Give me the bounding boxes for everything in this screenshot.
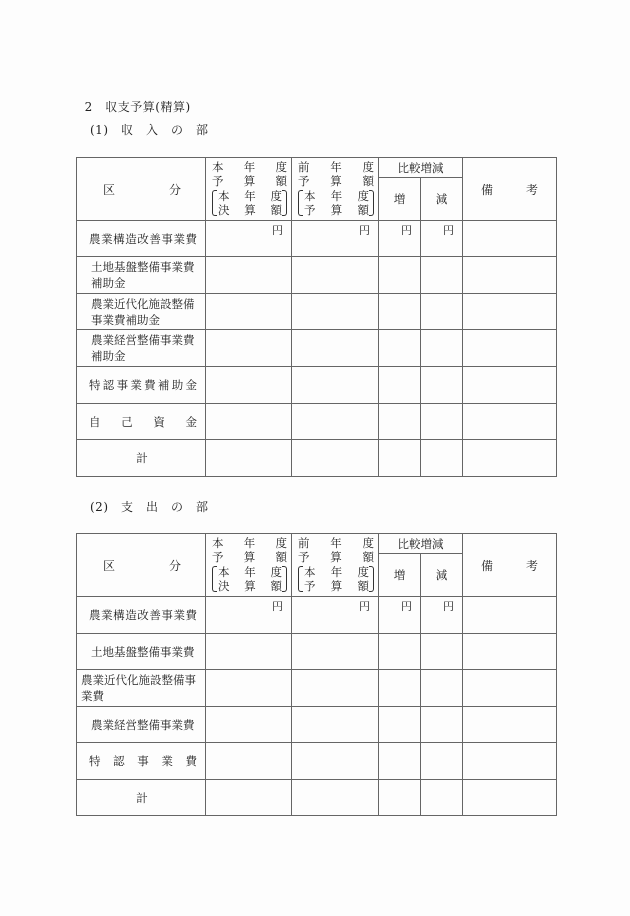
increase-cell[interactable] — [379, 743, 421, 780]
previous_budget-line1-char: 度 — [362, 536, 374, 550]
row-label-char: 事 — [161, 231, 173, 246]
row-label-char: 構 — [113, 231, 125, 246]
decrease-cell[interactable] — [421, 404, 463, 440]
current_budget-line1-char: 年 — [243, 160, 256, 174]
row-label — [77, 753, 205, 769]
current-budget-cell[interactable] — [206, 743, 292, 780]
table-row — [77, 743, 557, 780]
remarks-label-char: 備 — [481, 558, 494, 573]
remarks-cell[interactable] — [463, 294, 557, 330]
row-label-cell — [77, 404, 206, 440]
row-label-char: 業 — [130, 378, 142, 392]
unit-yen: 円 — [443, 224, 454, 237]
row-label-cell — [77, 634, 206, 670]
previous-budget-cell[interactable] — [292, 780, 379, 816]
row-label-char: 認 — [113, 754, 125, 768]
increase-cell[interactable] — [379, 294, 421, 330]
header-current-budget — [206, 534, 292, 597]
row-label-char: 補 — [157, 378, 170, 392]
previous_budget-line1-char: 年 — [330, 160, 342, 174]
previous_budget-bracket-line2-char: 予 — [304, 579, 316, 593]
previous_budget-bracket-line1-char: 本 — [304, 189, 316, 203]
row-label-cell — [77, 221, 206, 257]
previous_budget-line2-char: 額 — [362, 174, 374, 188]
current_budget-line2-char: 額 — [275, 550, 287, 564]
decrease-cell[interactable] — [421, 597, 463, 634]
row-label-char: 資 — [153, 414, 165, 429]
increase-cell[interactable] — [379, 780, 421, 816]
previous_budget-bracket-line2-char: 額 — [357, 203, 369, 217]
row-label-char: 善 — [149, 608, 161, 622]
decrease-cell[interactable] — [421, 707, 463, 743]
row-label — [77, 414, 205, 430]
current_budget-bracket-line2 — [218, 579, 282, 593]
current_budget-bracket — [212, 565, 287, 593]
decrease-cell[interactable] — [421, 330, 463, 367]
previous-budget-cell[interactable] — [292, 294, 379, 330]
row-label-cell — [77, 440, 206, 477]
current_budget-line1 — [212, 536, 287, 550]
previous_budget-bracket-line2-char: 算 — [330, 579, 343, 593]
row-label-char: 助 — [171, 378, 184, 392]
header-comparison: 比較増減 — [379, 534, 463, 554]
previous-budget-cell[interactable] — [292, 440, 379, 477]
remarks-label — [463, 557, 556, 574]
previous_budget-bracket-line1-char: 度 — [357, 189, 369, 203]
unit-yen: 円 — [401, 600, 412, 613]
increase-cell[interactable] — [379, 670, 421, 707]
previous_budget-line2-char: 予 — [298, 174, 310, 188]
row-label-cell — [77, 294, 206, 330]
current_budget-bracket — [212, 189, 287, 217]
remarks-cell[interactable] — [463, 330, 557, 367]
row-label-char: 事 — [116, 378, 129, 392]
header-increase: 増 — [379, 554, 421, 597]
previous_budget-bracket-line1 — [304, 189, 369, 203]
row-label-char: 費 — [185, 231, 197, 246]
row-label-cell — [77, 780, 206, 816]
increase-cell[interactable] — [379, 404, 421, 440]
table-row — [77, 634, 557, 670]
remarks-cell[interactable] — [463, 597, 557, 634]
previous_budget-bracket-line2 — [304, 203, 369, 217]
unit-yen: 円 — [272, 600, 283, 613]
remarks-cell[interactable] — [463, 743, 557, 780]
remarks-cell[interactable] — [463, 257, 557, 294]
previous_budget-bracket — [298, 189, 374, 217]
remarks-label-char: 考 — [525, 558, 538, 573]
row-label — [77, 607, 205, 623]
current_budget-line2-char: 予 — [212, 174, 224, 188]
previous_budget-bracket-line1-char: 本 — [304, 565, 316, 579]
current_budget-bracket-line2-char: 算 — [244, 579, 256, 593]
current_budget-line2-char: 額 — [275, 174, 287, 188]
header-kubun — [77, 158, 206, 221]
current-budget-cell[interactable] — [206, 440, 292, 477]
increase-cell[interactable] — [379, 707, 421, 743]
table-row — [77, 597, 557, 634]
decrease-cell[interactable] — [421, 743, 463, 780]
row-label-char: 業 — [161, 754, 173, 768]
remarks-cell[interactable] — [463, 707, 557, 743]
previous-budget-cell[interactable] — [292, 221, 379, 257]
current-budget-cell[interactable] — [206, 257, 292, 294]
previous-budget-cell[interactable] — [292, 597, 379, 634]
current_budget-bracket-line1 — [218, 189, 282, 203]
header-comparison: 比較増減 — [379, 158, 463, 178]
current_budget-line1-char: 年 — [243, 536, 256, 550]
decrease-cell[interactable] — [421, 294, 463, 330]
current_budget-line1 — [212, 160, 287, 174]
previous-budget-cell[interactable] — [292, 404, 379, 440]
row-label-char: 改 — [137, 608, 149, 622]
current-budget-cell[interactable] — [206, 670, 292, 707]
decrease-cell[interactable] — [421, 367, 463, 404]
decrease-cell[interactable] — [421, 440, 463, 477]
unit-yen: 円 — [401, 224, 412, 237]
income-table — [76, 157, 557, 477]
row-label: 計 — [136, 451, 148, 465]
previous_budget-bracket-line2 — [304, 579, 369, 593]
previous_budget-line2 — [298, 174, 374, 188]
current_budget-bracket-line2-char: 額 — [270, 203, 282, 217]
previous_budget-line2-char: 算 — [330, 174, 342, 188]
previous_budget-line1-char: 度 — [362, 160, 374, 174]
section-number: 2 — [84, 100, 93, 114]
current_budget-bracket-line1 — [218, 565, 282, 579]
current-budget-cell[interactable] — [206, 294, 292, 330]
row-label-cell — [77, 707, 206, 743]
current_budget-bracket-line2-char: 決 — [218, 203, 230, 217]
row-label-char: 特 — [89, 754, 101, 768]
header-previous-budget — [292, 158, 379, 221]
row-label-char: 業 — [101, 608, 113, 622]
decrease-cell[interactable] — [421, 780, 463, 816]
row-label-char: 造 — [125, 231, 137, 246]
row-label-cell — [77, 670, 206, 707]
previous_budget-line2-char: 予 — [298, 550, 310, 564]
increase-cell[interactable] — [379, 367, 421, 404]
previous-budget-cell[interactable] — [292, 367, 379, 404]
current-budget-cell[interactable] — [206, 404, 292, 440]
remarks-label — [463, 181, 556, 198]
previous_budget-line2 — [298, 550, 374, 564]
expenditure-subtitle: (2) 支 出 の 部 — [90, 500, 209, 514]
previous-budget-cell[interactable] — [292, 634, 379, 670]
previous_budget-bracket — [298, 565, 374, 593]
increase-cell[interactable] — [379, 597, 421, 634]
table-row — [77, 780, 557, 816]
unit-yen: 円 — [443, 600, 454, 613]
row-label — [77, 231, 205, 247]
previous_budget-line1-char: 前 — [298, 536, 310, 550]
current_budget-bracket-line2 — [218, 203, 282, 217]
kubun-label — [77, 557, 205, 574]
remarks-cell[interactable] — [463, 634, 557, 670]
row-label-cell — [77, 367, 206, 404]
current-budget-cell[interactable] — [206, 707, 292, 743]
section-heading — [76, 84, 191, 115]
row-label-char: 農 — [89, 608, 101, 622]
kubun-label — [77, 181, 205, 198]
table-row — [77, 294, 557, 330]
row-label: 土地基盤整備事業費 — [91, 644, 195, 659]
row-label-char: 業 — [173, 231, 185, 246]
previous_budget-line1-char: 年 — [330, 536, 342, 550]
unit-yen: 円 — [359, 600, 370, 613]
table-row — [77, 330, 557, 367]
remarks-cell[interactable] — [463, 670, 557, 707]
row-label — [77, 377, 205, 393]
current_budget-bracket-line2-char: 額 — [270, 579, 282, 593]
previous-budget-cell[interactable] — [292, 707, 379, 743]
header-row — [77, 534, 557, 554]
income-subtitle: (1) 収 入 の 部 — [90, 123, 209, 137]
current_budget-bracket-line1-char: 度 — [270, 565, 282, 579]
previous-budget-cell[interactable] — [292, 743, 379, 780]
row-label-char: 金 — [185, 414, 197, 429]
row-label-char: 構 — [113, 608, 125, 622]
current_budget-bracket-line1-char: 本 — [218, 189, 230, 203]
decrease-cell[interactable] — [421, 634, 463, 670]
previous_budget-bracket-line2-char: 額 — [357, 579, 369, 593]
current_budget-bracket-line1-char: 本 — [218, 565, 230, 579]
previous_budget-bracket-line2-char: 予 — [304, 203, 316, 217]
current_budget-line1-char: 度 — [275, 160, 287, 174]
current_budget-bracket-line1-char: 度 — [270, 189, 282, 203]
row-label-cell — [77, 743, 206, 780]
row-label-char: 己 — [121, 414, 133, 429]
remarks-cell[interactable] — [463, 440, 557, 477]
remarks-cell[interactable] — [463, 404, 557, 440]
increase-cell[interactable] — [379, 257, 421, 294]
expenditure-table — [76, 533, 557, 816]
current_budget-bracket-line1-char: 年 — [244, 189, 256, 203]
table-row — [77, 367, 557, 404]
current-budget-cell[interactable] — [206, 221, 292, 257]
increase-cell[interactable] — [379, 440, 421, 477]
current_budget-bracket-line2-char: 算 — [244, 203, 256, 217]
current_budget-line2 — [212, 174, 287, 188]
current_budget-line2-char: 算 — [243, 174, 256, 188]
header-decrease: 減 — [421, 554, 463, 597]
unit-yen: 円 — [272, 224, 283, 237]
row-label-char: 農 — [89, 231, 101, 246]
current-budget-cell[interactable] — [206, 367, 292, 404]
increase-cell[interactable] — [379, 221, 421, 257]
header-row — [77, 158, 557, 178]
current_budget-line2 — [212, 550, 287, 564]
kubun-label-char: 分 — [168, 182, 181, 197]
kubun-label-char: 分 — [168, 558, 181, 573]
previous-budget-cell[interactable] — [292, 257, 379, 294]
table-row — [77, 670, 557, 707]
remarks-cell[interactable] — [463, 780, 557, 816]
row-label: 農業近代化施設整備事業費補助金 — [91, 296, 195, 327]
table-row — [77, 707, 557, 743]
previous_budget-line2-char: 額 — [362, 550, 374, 564]
row-label-cell — [77, 597, 206, 634]
header-previous-budget — [292, 534, 379, 597]
remarks-cell[interactable] — [463, 367, 557, 404]
current_budget-bracket-line2-char: 決 — [218, 579, 230, 593]
current_budget-bracket-line1-char: 年 — [244, 565, 256, 579]
header-current-budget — [206, 158, 292, 221]
increase-cell[interactable] — [379, 634, 421, 670]
row-label-char: 業 — [101, 231, 113, 246]
current-budget-cell[interactable] — [206, 597, 292, 634]
unit-yen: 円 — [359, 224, 370, 237]
row-label-char: 業 — [173, 608, 185, 622]
table-row — [77, 404, 557, 440]
row-label: 農業経営整備事業費補助金 — [91, 333, 195, 363]
current_budget-line1-char: 本 — [212, 536, 224, 550]
section-title: 収支予算(精算) — [105, 100, 191, 114]
row-label: 農業近代化施設整備事業費 — [81, 673, 196, 703]
current_budget-line1-char: 本 — [212, 160, 224, 174]
kubun-label-char: 区 — [103, 558, 116, 573]
row-label: 農業経営整備事業費 — [91, 717, 195, 732]
previous_budget-line2-char: 算 — [330, 550, 342, 564]
previous_budget-bracket-line1 — [304, 565, 369, 579]
row-label-char: 認 — [102, 378, 115, 392]
kubun-label-char: 区 — [103, 182, 116, 197]
header-increase: 増 — [379, 178, 421, 221]
current-budget-cell[interactable] — [206, 634, 292, 670]
previous_budget-bracket-line2-char: 算 — [330, 203, 343, 217]
row-label-char: 造 — [125, 608, 137, 622]
previous_budget-bracket-line1-char: 年 — [330, 565, 343, 579]
table-row — [77, 257, 557, 294]
current_budget-line2-char: 算 — [243, 550, 256, 564]
row-label-char: 改 — [137, 231, 149, 246]
current-budget-cell[interactable] — [206, 780, 292, 816]
row-label: 土地基盤整備事業費補助金 — [91, 260, 195, 290]
decrease-cell[interactable] — [421, 221, 463, 257]
previous-budget-cell[interactable] — [292, 330, 379, 367]
decrease-cell[interactable] — [421, 257, 463, 294]
row-label-char: 事 — [161, 608, 173, 622]
header-kubun — [77, 534, 206, 597]
previous_budget-bracket-line1-char: 年 — [330, 189, 343, 203]
previous_budget-line1 — [298, 160, 374, 174]
previous_budget-bracket-line1-char: 度 — [357, 565, 369, 579]
row-label-char: 費 — [185, 608, 197, 622]
remarks-label-char: 考 — [525, 182, 538, 197]
row-label: 計 — [136, 790, 148, 805]
decrease-cell[interactable] — [421, 670, 463, 707]
previous_budget-line1 — [298, 536, 374, 550]
previous-budget-cell[interactable] — [292, 670, 379, 707]
row-label-char: 自 — [89, 414, 101, 429]
current_budget-line2-char: 予 — [212, 550, 224, 564]
remarks-label-char: 備 — [481, 182, 494, 197]
row-label-char: 事 — [137, 754, 149, 768]
row-label-char: 費 — [144, 378, 156, 392]
table-row — [77, 440, 557, 477]
current_budget-line1-char: 度 — [275, 536, 287, 550]
row-label-char: 特 — [89, 378, 101, 392]
row-label-cell — [77, 257, 206, 294]
remarks-cell[interactable] — [463, 221, 557, 257]
row-label-char: 善 — [149, 231, 161, 246]
row-label-cell — [77, 330, 206, 367]
header-decrease: 減 — [421, 178, 463, 221]
table-row — [77, 221, 557, 257]
header-remarks — [463, 534, 557, 597]
current-budget-cell[interactable] — [206, 330, 292, 367]
row-label-char: 費 — [185, 754, 197, 768]
increase-cell[interactable] — [379, 330, 421, 367]
header-remarks — [463, 158, 557, 221]
previous_budget-line1-char: 前 — [298, 160, 310, 174]
row-label-char: 金 — [185, 378, 197, 392]
